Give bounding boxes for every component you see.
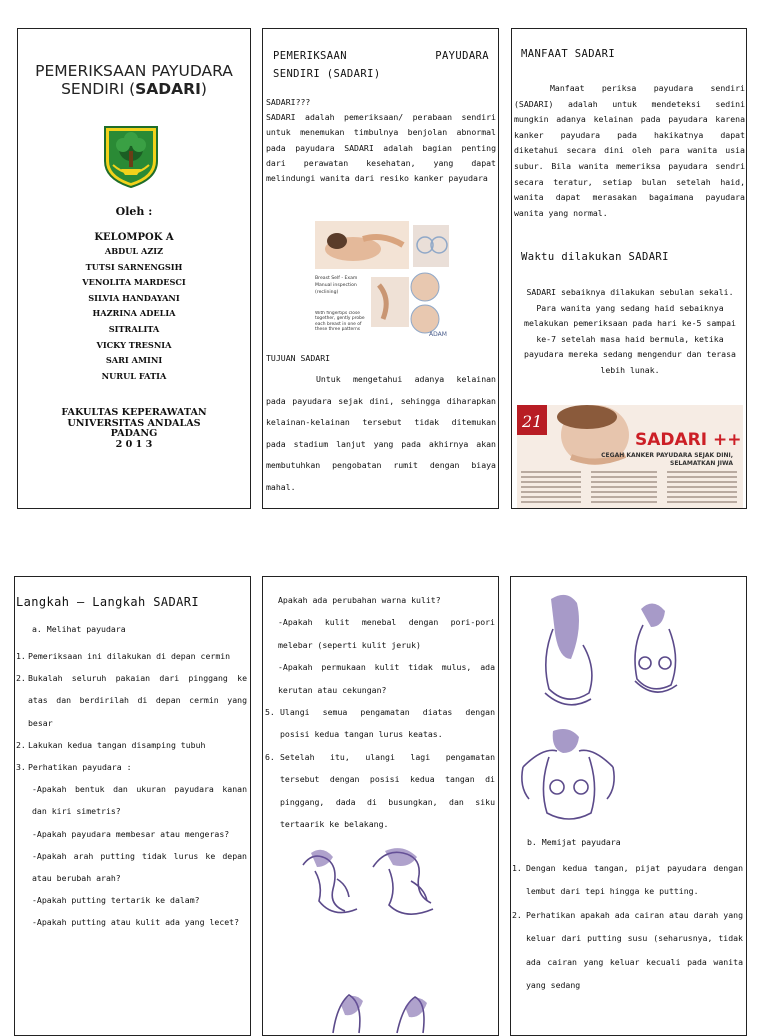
- check-item: -Apakah putting atau kulit ada yang lecet?: [32, 917, 240, 928]
- step-number: 6.: [265, 751, 275, 762]
- university-crest-icon: [91, 121, 171, 191]
- steps-panel-2: [262, 576, 499, 1036]
- step-item: [265, 746, 495, 836]
- member-name: SITRALITA: [108, 323, 160, 334]
- step-number: 2.: [16, 673, 26, 684]
- arms-raised-illustration: [323, 975, 443, 1035]
- steps-heading: Langkah – Langkah SADARI: [16, 595, 199, 609]
- check-item: Apakah ada perubahan warna kulit?: [278, 595, 441, 605]
- step-text: Perhatikan payudara :: [28, 762, 132, 773]
- goal-text: Untuk mengetahui adanya kelainan pada payudara sejak dini, sehingga diharapkan kelainan-kelainan tersebut tidak ditemukan pada stadium lanjut yang pada akhirnya akan membutuhkan pengobatan rumit dengan biaya mahal.: [266, 374, 496, 492]
- faculty-block: [18, 408, 250, 450]
- member-name: TUTSI SARNENGSIH: [85, 261, 183, 272]
- sub-heading-a: a. Melihat payudara: [32, 624, 126, 634]
- member-name: SARI AMINI: [105, 355, 163, 366]
- mag-title: SADARI ++: [635, 430, 742, 450]
- sadari-question: SADARI???: [266, 97, 311, 107]
- definition-block: [266, 95, 496, 186]
- benefit-panel: [511, 28, 747, 509]
- step-number: 1.: [16, 651, 26, 661]
- definition-text: SADARI adalah pemeriksaan/ perabaan sendiri untuk menemukan timbulnya benjolan abnormal pada payudara SADARI adalah bagian penting dari perawatan kesehatan, yang dapat melindungi wanita dari resiko kanker payudara: [266, 112, 496, 184]
- oleh-label: Oleh :: [115, 205, 153, 218]
- mag-subtitle: SELAMATKAN JIWA: [670, 460, 733, 467]
- cover-title-prefix: SENDIRI (: [61, 80, 136, 98]
- definition-panel: [262, 28, 499, 509]
- university-name: UNIVERSITAS ANDALAS: [67, 417, 201, 429]
- massage-steps: [512, 857, 743, 997]
- hands-on-waist-illustration: [293, 845, 453, 925]
- check-item: -Apakah permukaan kulit tidak mulus, ada kerutan atau cekungan?: [278, 662, 495, 695]
- adam-logo: ADAM: [429, 331, 447, 338]
- step-text: Bukalah seluruh pakaian dari pinggang ke atas dan berdirilah di depan cermin yang besar: [28, 673, 247, 728]
- step-text: Lakukan kedua tangan disamping tubuh: [28, 739, 206, 750]
- cover-title-line1: PEMERIKSAAN PAYUDARA: [35, 62, 233, 80]
- goal-heading: TUJUAN SADARI: [266, 353, 331, 363]
- step-number: 5.: [265, 707, 275, 718]
- step-number: 3.: [16, 762, 26, 773]
- step-text: Setelah itu, ulangi lagi pengamatan tersebut dengan posisi kedua tangan di pinggang, dada di busungkan, dan siku tertaarik ke belakang.: [280, 751, 495, 830]
- cover-title-suffix: ): [200, 80, 207, 98]
- step-item: [265, 701, 495, 746]
- step-text: Ulangi semua pengamatan diatas dengan posisi kedua tangan lurus keatas.: [280, 707, 495, 740]
- step-text: Pemeriksaan ini dilakukan di depan cermin: [28, 651, 231, 661]
- arms-behind-head-illustration: [513, 727, 623, 827]
- step-item: [512, 857, 743, 904]
- figure-caption: Breast Self - Exam: [315, 276, 358, 281]
- member-name: HAZRINA ADELIA: [92, 308, 176, 319]
- mag-number: 21: [522, 412, 543, 431]
- benefit-heading: MANFAAT SADARI: [521, 48, 616, 60]
- step-text: Dengan kedua tangan, pijat payudara dengan lembut dari tepi hingga ke putting.: [526, 863, 743, 897]
- check-item: -Apakah kulit menebal dengan pori-pori melebar (seperti kulit jeruk): [278, 617, 495, 650]
- cover-title: [18, 62, 250, 98]
- member-name: VICKY TRESNIA: [96, 339, 172, 350]
- step-text: Perhatikan apakah ada cairan atau darah yang keluar dari putting susu (seharusnya, tidak ada cairan yang keluar kecuali pada wanita yang sedang: [526, 909, 743, 991]
- step-item: [16, 645, 247, 667]
- benefit-text: Manfaat periksa payudara sendiri (SADARI) adalah untuk mendeteksi sedini mungkin adanya kelainan pada payudara karena kanker payudara pada hakikatnya dapat diketahui secara dini oleh para wanita usia subur. Bila wanita memeriksa payudara sendri secara teratur, setiap bulan setelah haid, wanita dapat merasakan bagaimana payudara wanita yang normal.: [514, 83, 745, 218]
- member-list: [18, 232, 250, 384]
- heading-line2: SENDIRI (SADARI): [273, 68, 381, 80]
- magazine-clipping: [517, 405, 743, 509]
- city-name: PADANG: [110, 428, 158, 440]
- mag-subtitle: CEGAH KANKER PAYUDARA SEJAK DINI,: [601, 452, 733, 459]
- panel2-heading: [273, 47, 489, 83]
- step-item: [512, 904, 743, 998]
- magazine-illustration: [517, 405, 743, 509]
- sub-heading-b: b. Memijat payudara: [527, 837, 621, 847]
- breast-exam-illustration: [313, 219, 453, 339]
- check-item: -Apakah bentuk dan ukuran payudara kanan dan kiri simetris?: [32, 784, 247, 817]
- steps-panel-3: [510, 576, 747, 1036]
- step-item: [16, 734, 247, 756]
- heading-left: PEMERIKSAAN: [273, 50, 347, 62]
- group-name: KELOMPOK A: [94, 232, 174, 243]
- check-item: -Apakah payudara membesar atau mengeras?: [32, 828, 230, 839]
- step-item: [16, 667, 247, 734]
- member-name: ABDUL AZIZ: [104, 246, 164, 256]
- check-item: -Apakah putting tertarik ke dalam?: [32, 895, 200, 906]
- checks-and-steps: [265, 589, 495, 835]
- member-name: VENOLITA MARDESCI: [82, 277, 186, 288]
- figure-caption: Manual inspection: [315, 283, 357, 288]
- cover-panel: [17, 28, 251, 509]
- time-text: SADARI sebaiknya dilakukan sebulan sekali. Para wanita yang sedang haid sebaiknya melakukan pemeriksaan pada hari ke-5 sampai ke-7 setelah masa haid bermula, ketika payudara mereka sedang mengendur dan terasa lebih lunak.: [524, 287, 736, 375]
- year: 2 0 1 3: [115, 438, 153, 450]
- steps-panel-1: [14, 576, 251, 1036]
- check-item: -Apakah arah putting tidak lurus ke depan atau berubah arah?: [32, 850, 247, 884]
- check-list: [16, 778, 247, 933]
- step-number: 2.: [16, 739, 26, 750]
- member-name: SILVIA HANDAYANI: [88, 292, 180, 303]
- cover-title-bold: SADARI: [135, 80, 201, 98]
- time-heading: Waktu dilakukan SADARI: [521, 251, 669, 263]
- mirror-pose-illustration: [531, 589, 731, 719]
- member-name: NURUL FATIA: [101, 370, 167, 381]
- faculty-name: FAKULTAS KEPERAWATAN: [61, 407, 207, 418]
- steps-list: [16, 645, 247, 934]
- step-item: [16, 756, 247, 778]
- step-number: 1.: [512, 863, 522, 873]
- heading-right: PAYUDARA: [435, 50, 489, 62]
- step-number: 2.: [512, 909, 522, 920]
- figure-caption: With fingertips close together, gently probe each breast in one of these three patterns: [315, 311, 365, 333]
- figure-caption: (reclining): [315, 290, 339, 295]
